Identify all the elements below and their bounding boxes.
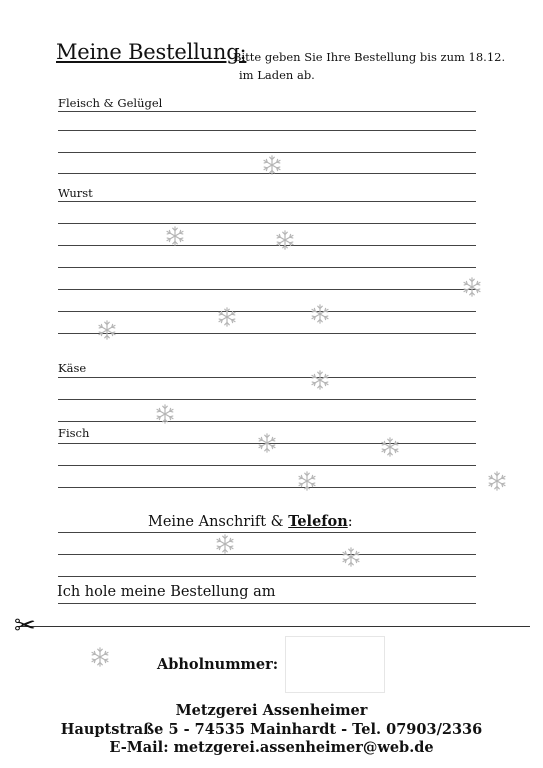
snowflake-icon bbox=[486, 470, 508, 492]
writing-line[interactable] bbox=[58, 576, 476, 577]
writing-line[interactable] bbox=[58, 421, 476, 422]
writing-line[interactable] bbox=[58, 377, 476, 378]
abholnummer-box[interactable] bbox=[285, 636, 385, 693]
snowflake-icon bbox=[214, 533, 236, 555]
writing-line[interactable] bbox=[58, 487, 476, 488]
pickup-date-label: Ich hole meine Bestellung am bbox=[57, 584, 276, 600]
snowflake-icon bbox=[340, 546, 362, 568]
writing-line[interactable] bbox=[58, 245, 476, 246]
snowflake-icon bbox=[379, 436, 401, 458]
address-label-suffix: : bbox=[347, 514, 353, 530]
snowflake-icon bbox=[154, 403, 176, 425]
order-deadline-note: Bitte geben Sie Ihre Bestellung bis zum 18.12. bbox=[233, 50, 506, 64]
address-label bbox=[148, 513, 353, 530]
writing-line[interactable] bbox=[58, 201, 476, 202]
section-label-kaese: Käse bbox=[58, 361, 87, 375]
writing-line[interactable] bbox=[58, 289, 476, 290]
writing-line[interactable] bbox=[58, 111, 476, 112]
snowflake-icon bbox=[256, 432, 278, 454]
writing-line[interactable] bbox=[58, 532, 476, 533]
writing-line[interactable] bbox=[58, 311, 476, 312]
abholnummer-label: Abholnummer: bbox=[157, 656, 279, 673]
snowflake-icon bbox=[164, 225, 186, 247]
order-deadline-note-cont: im Laden ab. bbox=[239, 68, 315, 82]
snowflake-icon bbox=[461, 276, 483, 298]
snowflake-icon bbox=[309, 369, 331, 391]
writing-line[interactable] bbox=[58, 333, 476, 334]
snowflake-icon bbox=[309, 303, 331, 325]
footer-address: Hauptstraße 5 - 74535 Mainhardt - Tel. 07903/2336 bbox=[60, 721, 483, 738]
writing-line[interactable] bbox=[58, 603, 476, 604]
writing-line[interactable] bbox=[58, 223, 476, 224]
address-label-prefix: Meine Anschrift & bbox=[148, 514, 289, 530]
scissors-icon: ✂ bbox=[14, 611, 36, 641]
page-title: Meine Bestellung: bbox=[56, 40, 247, 64]
writing-line[interactable] bbox=[58, 399, 476, 400]
snowflake-icon bbox=[274, 229, 296, 251]
address-label-telefon: Telefon bbox=[288, 513, 348, 530]
snowflake-icon bbox=[96, 319, 118, 341]
section-label-fleisch: Fleisch & Gelügel bbox=[58, 96, 163, 110]
snowflake-icon bbox=[89, 646, 111, 668]
section-label-wurst: Wurst bbox=[58, 186, 93, 200]
cut-line bbox=[18, 626, 530, 627]
writing-line[interactable] bbox=[58, 152, 476, 153]
snowflake-icon bbox=[296, 470, 318, 492]
footer-email: E-Mail: metzgerei.assenheimer@web.de bbox=[109, 739, 434, 756]
writing-line[interactable] bbox=[58, 465, 476, 466]
snowflake-icon bbox=[261, 154, 283, 176]
writing-line[interactable] bbox=[58, 554, 476, 555]
snowflake-icon bbox=[216, 306, 238, 328]
writing-line[interactable] bbox=[58, 130, 476, 131]
writing-line[interactable] bbox=[58, 267, 476, 268]
footer-shop-name: Metzgerei Assenheimer bbox=[175, 702, 368, 719]
section-label-fisch: Fisch bbox=[58, 426, 90, 440]
